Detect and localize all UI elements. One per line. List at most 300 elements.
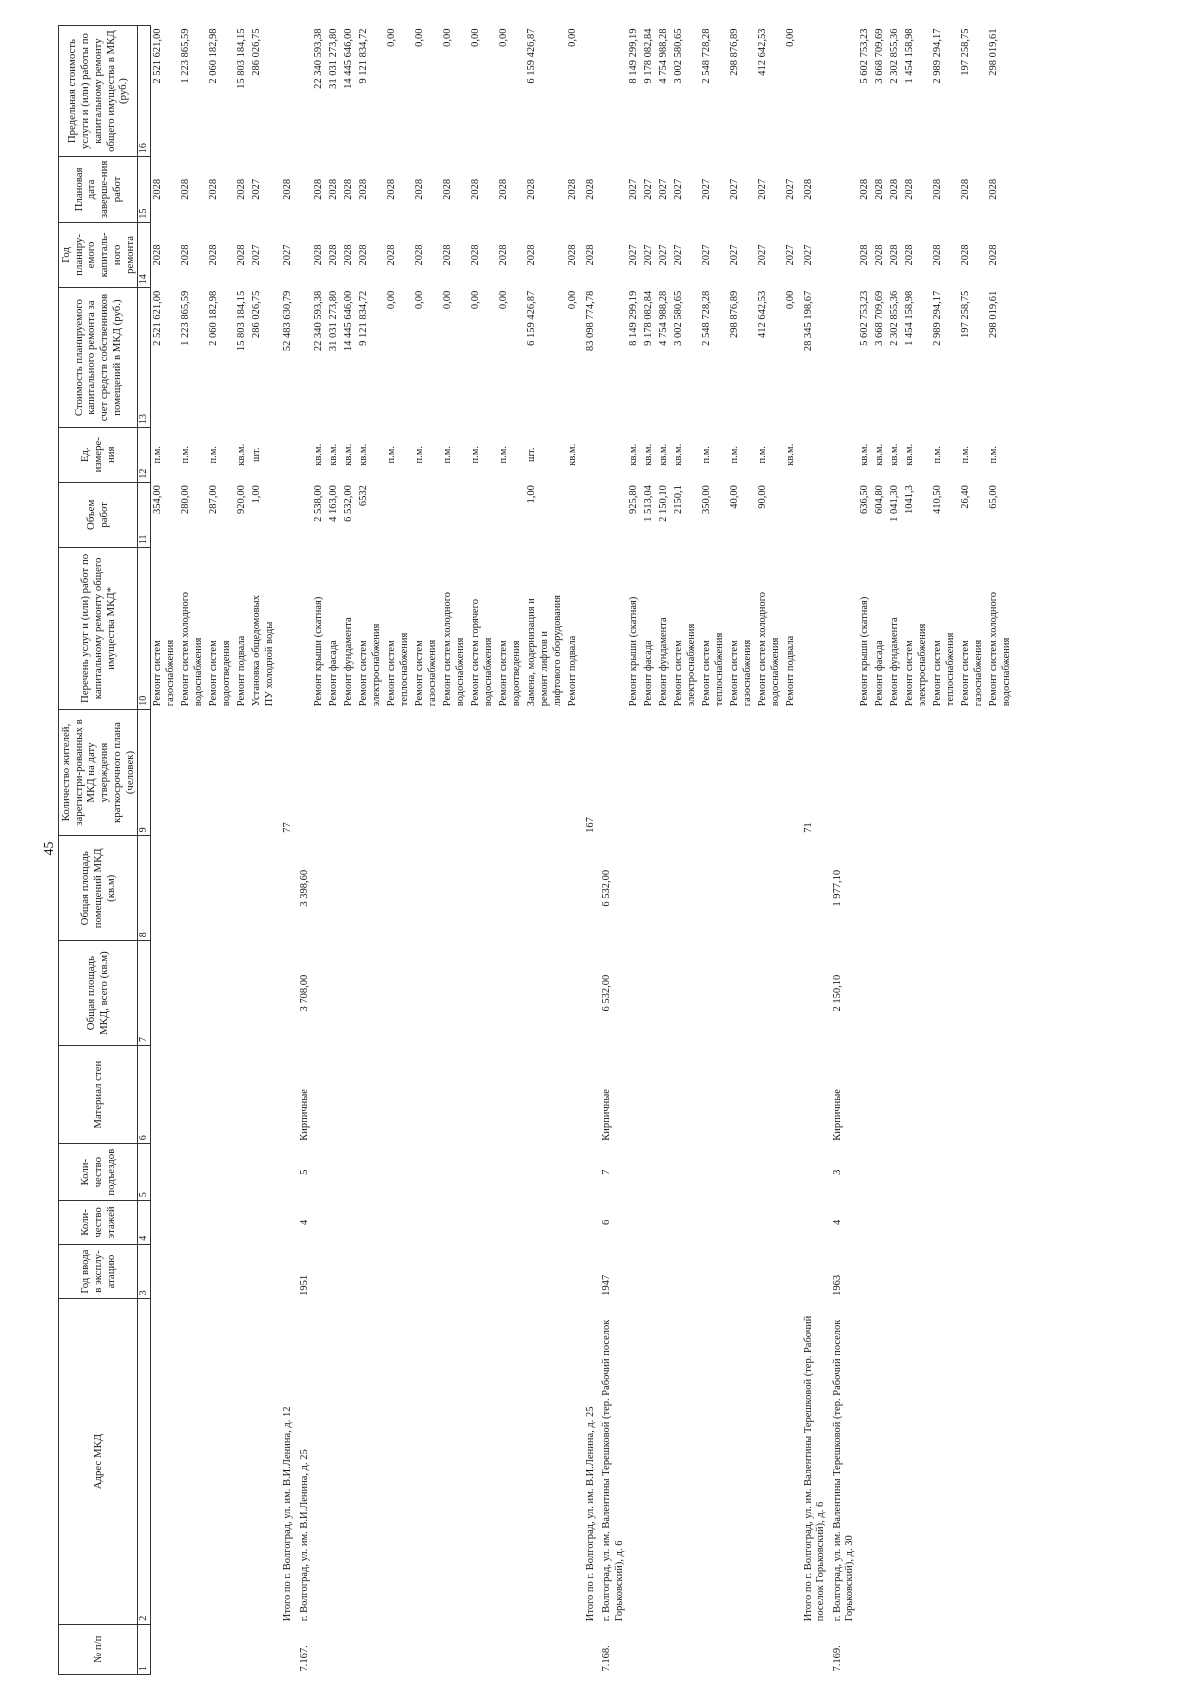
year-cell: 2027 xyxy=(757,244,769,266)
cell-col-6 xyxy=(581,1046,598,1144)
cell-col-4 xyxy=(312,1201,327,1245)
page-number: 45 xyxy=(42,841,57,856)
header-cell: Общая площадь МКД, всего (кв.м) xyxy=(59,941,138,1046)
cell-col-2 xyxy=(627,1299,642,1624)
work-row xyxy=(959,26,987,1675)
service-cell xyxy=(413,548,441,710)
cell-col-6 xyxy=(413,1046,441,1144)
year-cell: 2028 xyxy=(469,244,481,266)
header-cell: № п/п xyxy=(59,1624,138,1674)
work-row xyxy=(385,26,413,1675)
column-number: 6 xyxy=(138,1046,151,1144)
service-line: ПУ холодной воды xyxy=(264,621,276,707)
wall-material-cell: Кирпичные xyxy=(298,1089,310,1141)
cell-col-8 xyxy=(278,836,295,941)
cell-col-1 xyxy=(888,1624,903,1674)
cell-col-1 xyxy=(441,1624,469,1674)
cell-col-7 xyxy=(342,941,357,1046)
service-cell xyxy=(342,548,357,710)
cell-col-9 xyxy=(903,709,931,836)
service-line: Ремонт систем xyxy=(497,640,509,707)
cell-col-4 xyxy=(987,1201,1015,1245)
cell-col-7 xyxy=(357,941,385,1046)
address-cell: г. Волгоград, ул. им. Валентины Терешковой (тер. Рабочий поселок Горьковский), д. 6 xyxy=(601,1319,625,1622)
cell-col-3 xyxy=(278,1244,295,1299)
cell-col-10 xyxy=(278,548,295,710)
year-cell: 2028 xyxy=(357,244,369,266)
rooms-area-cell: 1 977,10 xyxy=(831,869,843,907)
service-cell xyxy=(151,548,180,710)
cell-col-5 xyxy=(858,1144,873,1201)
service-line: водоснабжения xyxy=(193,637,205,707)
cost-cell: 1 454 158,98 xyxy=(903,290,915,346)
entrances-cell: 5 xyxy=(298,1169,310,1175)
header-cell: Год планиру-емого капиталь-ного ремонта xyxy=(59,222,138,288)
cell-col-4 xyxy=(700,1201,728,1245)
cell-col-8 xyxy=(357,836,385,941)
limit-cost-cell: 0,00 xyxy=(785,28,797,47)
cell-col-3 xyxy=(728,1244,756,1299)
total-area-cell: 6 532,00 xyxy=(601,974,613,1012)
cell-col-3 xyxy=(987,1244,1015,1299)
work-row xyxy=(250,26,278,1675)
volume-cell: 2 150,10 xyxy=(658,485,670,522)
service-cell xyxy=(987,548,1015,710)
service-cell xyxy=(888,548,903,710)
work-row xyxy=(312,26,327,1675)
end-date-cell: 2027 xyxy=(628,178,640,200)
cell-col-9 xyxy=(312,709,327,836)
limit-cost-cell: 15 803 184,15 xyxy=(236,28,248,89)
end-date-cell: 2027 xyxy=(643,178,655,200)
unit-cell: п.м. xyxy=(385,446,397,464)
cell-col-4 xyxy=(581,1201,598,1245)
cell-col-5 xyxy=(151,1144,180,1201)
cell-col-2 xyxy=(235,1299,250,1624)
service-cell xyxy=(931,548,959,710)
limit-cost-cell: 1 454 158,98 xyxy=(903,28,915,84)
volume-cell xyxy=(497,482,525,548)
year-cell: 2028 xyxy=(959,244,971,266)
unit-cell: п.м. xyxy=(413,446,425,464)
cell-col-6 xyxy=(700,1046,728,1144)
cell-col-9 xyxy=(207,709,235,836)
volume-cell: 636,50 xyxy=(858,485,870,514)
header-row xyxy=(59,26,138,1675)
service-line: теплоснабжения xyxy=(944,632,956,707)
cell-col-5 xyxy=(799,1144,829,1201)
work-row xyxy=(413,26,441,1675)
volume-cell: 410,50 xyxy=(931,485,943,514)
cell-col-11 xyxy=(598,482,627,548)
cell-col-2 xyxy=(858,1299,873,1624)
volume-cell: 920,00 xyxy=(236,485,248,514)
service-line: водоснабжения xyxy=(1000,637,1012,707)
cell-col-8 xyxy=(756,836,784,941)
volume-cell xyxy=(784,482,799,548)
cell-col-9 xyxy=(598,709,627,836)
cell-col-8 xyxy=(728,836,756,941)
service-cell xyxy=(327,548,342,710)
cell-col-8 xyxy=(987,836,1015,941)
cell-col-4 xyxy=(357,1201,385,1245)
end-date-cell: 2028 xyxy=(152,178,164,200)
end-date-cell: 2028 xyxy=(312,178,324,200)
cell-col-1 xyxy=(672,1624,700,1674)
cell-col-16 xyxy=(581,26,598,157)
cell-col-8 xyxy=(250,836,278,941)
cost-cell: 197 258,75 xyxy=(959,290,971,338)
cell-col-4 xyxy=(207,1201,235,1245)
header-cell: Ед. измере-ния xyxy=(59,427,138,482)
cell-col-1 xyxy=(627,1624,642,1674)
cell-col-3 xyxy=(525,1244,566,1299)
service-line: водоснабжения xyxy=(770,637,782,707)
cell-col-3 xyxy=(179,1244,207,1299)
item-number: 7.168. xyxy=(601,1645,613,1672)
limit-cost-cell: 3 002 580,65 xyxy=(673,28,685,84)
year-cell: 2027 xyxy=(803,244,815,266)
year-cell: 2028 xyxy=(327,244,339,266)
header-cell: Год ввода в эксплу-атацию xyxy=(59,1244,138,1299)
end-date-cell: 2027 xyxy=(785,178,797,200)
cell-col-5 xyxy=(642,1144,657,1201)
service-cell xyxy=(657,548,672,710)
unit-cell: кв.м. xyxy=(628,443,640,466)
end-date-cell: 2028 xyxy=(497,178,509,200)
cell-col-8 xyxy=(413,836,441,941)
cell-col-3 xyxy=(312,1244,327,1299)
cell-col-8 xyxy=(799,836,829,941)
limit-cost-cell: 0,00 xyxy=(413,28,425,47)
cell-col-5 xyxy=(357,1144,385,1201)
cell-col-14 xyxy=(598,222,627,288)
total-label: Итого по г. Волгоград, ул. им. Валентины Терешковой (тер. Рабочий поселок Горьковский), д. 6 xyxy=(803,1315,827,1622)
cell-col-8 xyxy=(179,836,207,941)
cell-col-1 xyxy=(799,1624,829,1674)
cost-cell: 9 178 082,84 xyxy=(643,290,655,346)
end-date-cell: 2027 xyxy=(701,178,713,200)
service-line: водоотведения xyxy=(221,640,233,707)
cell-col-5 xyxy=(413,1144,441,1201)
cell-col-2 xyxy=(642,1299,657,1624)
service-line: Ремонт крыши (скатная) xyxy=(628,596,640,707)
year-cell: 2028 xyxy=(987,244,999,266)
cell-col-7 xyxy=(784,941,799,1046)
cell-col-6 xyxy=(385,1046,413,1144)
cell-col-1 xyxy=(151,1624,180,1674)
cell-col-4 xyxy=(858,1201,873,1245)
volume-cell: 2150,1 xyxy=(673,485,685,514)
cell-col-6 xyxy=(235,1046,250,1144)
cell-col-1 xyxy=(642,1624,657,1674)
limit-cost-cell: 5 602 753,23 xyxy=(858,28,870,84)
cell-col-9 xyxy=(784,709,799,836)
cell-col-4 xyxy=(888,1201,903,1245)
service-cell xyxy=(959,548,987,710)
cost-cell: 298 876,89 xyxy=(729,290,741,338)
end-date-cell: 2028 xyxy=(903,178,915,200)
total-area-cell: 2 150,10 xyxy=(831,974,843,1012)
column-number: 4 xyxy=(138,1201,151,1245)
header-cell: Перечень услуг и (или) работ по капитальному ремонту общего имущества МКД* xyxy=(59,548,138,710)
service-line: Ремонт систем xyxy=(673,640,685,707)
unit-cell: п.м. xyxy=(441,446,453,464)
cell-col-5 xyxy=(441,1144,469,1201)
service-line: Ремонт систем xyxy=(931,640,943,707)
work-row xyxy=(342,26,357,1675)
cell-col-3 xyxy=(903,1244,931,1299)
cell-col-5 xyxy=(987,1144,1015,1201)
unit-cell: кв.м. xyxy=(903,443,915,466)
work-row xyxy=(987,26,1015,1675)
header-cell: Количество жителей, зарегистри-рованных в МКД на дату утверждения краткосрочного плана (человек) xyxy=(59,709,138,836)
entrances-cell: 7 xyxy=(601,1169,613,1175)
column-number: 2 xyxy=(138,1299,151,1624)
total-cost-cell: 52 483 630,79 xyxy=(282,290,294,352)
cell-col-6 xyxy=(784,1046,799,1144)
cell-col-14 xyxy=(296,222,312,288)
cell-col-2 xyxy=(903,1299,931,1624)
cell-col-2 xyxy=(441,1299,469,1624)
work-row xyxy=(931,26,959,1675)
cell-col-2 xyxy=(700,1299,728,1624)
year-cell: 2028 xyxy=(180,244,192,266)
cell-col-4 xyxy=(799,1201,829,1245)
total-area-cell: 3 708,00 xyxy=(298,974,310,1012)
column-number: 3 xyxy=(138,1244,151,1299)
cell-col-5 xyxy=(888,1144,903,1201)
cell-col-4 xyxy=(657,1201,672,1245)
cell-col-2 xyxy=(525,1299,566,1624)
cell-col-1 xyxy=(903,1624,931,1674)
service-line: Ремонт фасада xyxy=(327,640,339,707)
limit-cost-cell: 3 668 709,69 xyxy=(873,28,885,84)
service-line: газоснабжения xyxy=(972,639,984,707)
cell-col-5 xyxy=(700,1144,728,1201)
cost-cell: 3 668 709,69 xyxy=(873,290,885,346)
cell-col-6 xyxy=(342,1046,357,1144)
limit-cost-cell: 2 521 621,00 xyxy=(152,28,164,84)
cell-col-12 xyxy=(598,427,627,482)
cell-col-1 xyxy=(342,1624,357,1674)
service-line: Ремонт систем xyxy=(903,640,915,707)
cell-col-7 xyxy=(250,941,278,1046)
cell-col-7 xyxy=(413,941,441,1046)
total-row xyxy=(581,26,598,1675)
service-cell xyxy=(784,548,799,710)
cell-col-1 xyxy=(700,1624,728,1674)
cell-col-15 xyxy=(598,157,627,223)
cell-col-7 xyxy=(858,941,873,1046)
year-cell: 2028 xyxy=(236,244,248,266)
cell-col-12 xyxy=(581,427,598,482)
unit-cell: кв.м. xyxy=(357,443,369,466)
cell-col-8 xyxy=(469,836,497,941)
cell-col-6 xyxy=(441,1046,469,1144)
service-cell xyxy=(497,548,525,710)
limit-cost-cell: 0,00 xyxy=(385,28,397,47)
volume-cell: 354,00 xyxy=(152,485,164,514)
service-line: Ремонт систем xyxy=(729,640,741,707)
cell-col-4 xyxy=(642,1201,657,1245)
end-date-cell: 2028 xyxy=(342,178,354,200)
cell-col-7 xyxy=(581,941,598,1046)
volume-cell: 26,40 xyxy=(959,485,971,509)
cell-col-6 xyxy=(566,1046,581,1144)
cell-col-3 xyxy=(931,1244,959,1299)
service-line: теплоснабжения xyxy=(714,632,726,707)
work-row xyxy=(497,26,525,1675)
header-cell: Коли-чество подъездов xyxy=(59,1144,138,1201)
end-date-cell: 2028 xyxy=(357,178,369,200)
year-cell: 2027 xyxy=(643,244,655,266)
cell-col-8 xyxy=(672,836,700,941)
cell-col-3 xyxy=(657,1244,672,1299)
end-date-cell: 2027 xyxy=(251,178,263,200)
cell-col-9 xyxy=(566,709,581,836)
work-row xyxy=(627,26,642,1675)
cost-cell: 5 602 753,23 xyxy=(858,290,870,346)
cell-col-5 xyxy=(278,1144,295,1201)
volume-cell: 1041,3 xyxy=(903,485,915,514)
limit-cost-cell: 1 223 865,59 xyxy=(180,28,192,84)
volume-cell xyxy=(413,482,441,548)
cell-col-4 xyxy=(151,1201,180,1245)
cost-cell: 412 642,53 xyxy=(757,290,769,338)
year-cell: 2028 xyxy=(858,244,870,266)
cost-cell: 3 002 580,65 xyxy=(673,290,685,346)
floors-cell: 4 xyxy=(831,1219,843,1226)
rooms-area-cell: 6 532,00 xyxy=(601,869,613,907)
house-row xyxy=(598,26,627,1675)
service-line: Ремонт систем xyxy=(959,640,971,707)
cell-col-7 xyxy=(987,941,1015,1046)
volume-cell: 1,00 xyxy=(251,485,263,504)
cell-col-9 xyxy=(657,709,672,836)
limit-cost-cell: 14 445 646,00 xyxy=(342,28,354,89)
cell-col-4 xyxy=(250,1201,278,1245)
cell-col-9 xyxy=(858,709,873,836)
cell-col-1 xyxy=(987,1624,1015,1674)
service-line: водоотведения xyxy=(510,640,522,707)
cell-col-5 xyxy=(784,1144,799,1201)
cell-col-11 xyxy=(278,482,295,548)
floors-cell: 4 xyxy=(298,1219,310,1226)
unit-cell: п.м. xyxy=(729,446,741,464)
cell-col-10 xyxy=(598,548,627,710)
year-cell: 2028 xyxy=(525,244,537,266)
volume-cell: 1,00 xyxy=(525,485,537,504)
end-date-cell: 2028 xyxy=(180,178,192,200)
cell-col-8 xyxy=(627,836,642,941)
volume-cell xyxy=(566,482,581,548)
cell-col-8 xyxy=(342,836,357,941)
table-body xyxy=(151,26,1015,1675)
header-cell: Коли-чество этажей xyxy=(59,1201,138,1245)
year-cell: 2028 xyxy=(497,244,509,266)
limit-cost-cell: 0,00 xyxy=(469,28,481,47)
year-cell: 2028 xyxy=(584,244,596,266)
limit-cost-cell: 22 340 593,38 xyxy=(312,28,324,89)
cell-col-9 xyxy=(342,709,357,836)
limit-cost-cell: 412 642,53 xyxy=(757,28,769,76)
cell-col-8 xyxy=(207,836,235,941)
cell-col-4 xyxy=(627,1201,642,1245)
cell-col-5 xyxy=(873,1144,888,1201)
unit-cell: п.м. xyxy=(497,446,509,464)
year-cell: 2028 xyxy=(931,244,943,266)
cell-col-1 xyxy=(931,1624,959,1674)
cell-col-5 xyxy=(250,1144,278,1201)
unit-cell: шт. xyxy=(525,447,537,463)
cell-col-2 xyxy=(672,1299,700,1624)
service-line: электроснабжения xyxy=(370,623,382,707)
work-row xyxy=(700,26,728,1675)
cost-cell: 286 026,75 xyxy=(251,290,263,338)
cell-col-7 xyxy=(179,941,207,1046)
limit-cost-cell: 286 026,75 xyxy=(251,28,263,76)
cell-col-6 xyxy=(179,1046,207,1144)
end-date-cell: 2028 xyxy=(959,178,971,200)
limit-cost-cell: 0,00 xyxy=(441,28,453,47)
service-line: Ремонт систем xyxy=(385,640,397,707)
unit-cell: кв.м. xyxy=(888,443,900,466)
header-cell: Материал стен xyxy=(59,1046,138,1144)
cell-col-1 xyxy=(385,1624,413,1674)
address-cell: г. Волгоград, ул. им. В.И.Ленина, д. 25 xyxy=(298,1449,310,1622)
cell-col-10 xyxy=(296,548,312,710)
cell-col-4 xyxy=(672,1201,700,1245)
cell-col-15 xyxy=(296,157,312,223)
cell-col-1 xyxy=(566,1624,581,1674)
cell-col-9 xyxy=(151,709,180,836)
cell-col-7 xyxy=(873,941,888,1046)
cell-col-8 xyxy=(497,836,525,941)
cell-col-7 xyxy=(469,941,497,1046)
cell-col-9 xyxy=(525,709,566,836)
cell-col-1 xyxy=(525,1624,566,1674)
cell-col-5 xyxy=(312,1144,327,1201)
service-cell xyxy=(469,548,497,710)
cell-col-7 xyxy=(327,941,342,1046)
volume-cell: 6 532,00 xyxy=(342,485,354,522)
cell-col-3 xyxy=(888,1244,903,1299)
built-year-cell: 1951 xyxy=(298,1274,310,1296)
column-number-row xyxy=(138,26,151,1675)
cell-col-6 xyxy=(799,1046,829,1144)
header-cell: Плановая дата заверше-ния работ xyxy=(59,157,138,223)
cell-col-6 xyxy=(250,1046,278,1144)
end-date-cell: 2027 xyxy=(757,178,769,200)
floors-cell: 6 xyxy=(601,1219,613,1226)
cell-col-3 xyxy=(873,1244,888,1299)
end-date-cell: 2028 xyxy=(236,178,248,200)
year-cell: 2028 xyxy=(312,244,324,266)
limit-cost-cell: 2 060 182,98 xyxy=(208,28,220,84)
year-cell: 2027 xyxy=(658,244,670,266)
unit-cell: п.м. xyxy=(959,446,971,464)
cell-col-13 xyxy=(598,288,627,428)
cell-col-7 xyxy=(700,941,728,1046)
column-number: 10 xyxy=(138,548,151,710)
cell-col-8 xyxy=(235,836,250,941)
year-cell: 2028 xyxy=(208,244,220,266)
cost-cell: 2 548 728,28 xyxy=(701,290,713,346)
work-row xyxy=(441,26,469,1675)
work-row xyxy=(327,26,342,1675)
cell-col-1 xyxy=(873,1624,888,1674)
